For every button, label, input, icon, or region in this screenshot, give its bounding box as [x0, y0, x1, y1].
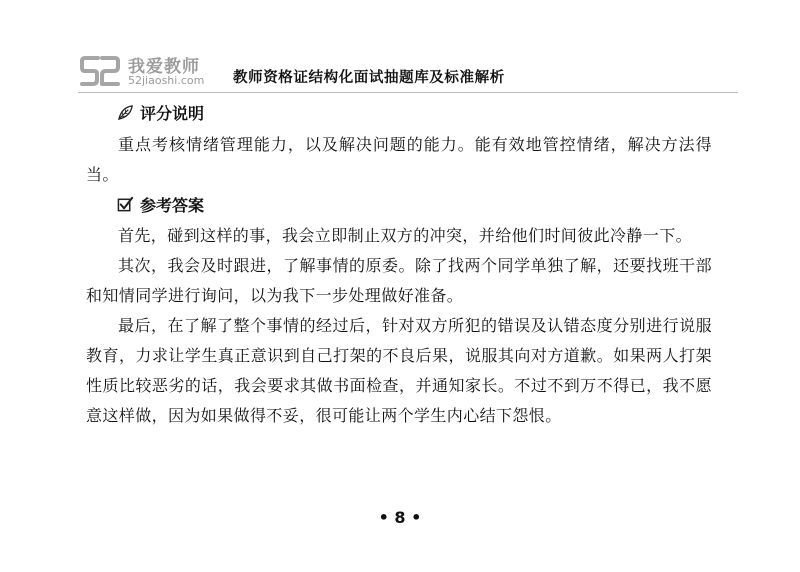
- leaf-icon: [117, 104, 134, 121]
- logo-text-cn: 我爱教师: [128, 57, 200, 77]
- answer-paragraph-3: 最后，在了解了整个事情的经过后，针对双方所犯的错误及认错态度分别进行说服教育，力求让学生真正意识到自己打架的不良后果，说服其向对方道歉。如果两人打架性质比较恶劣的话，我会要求其做书面检查，并通知家长。不过不到万不得已，我不愿意这样做，因为如果做得不妥，很可能让两个学生内心结下怨恨。: [86, 316, 712, 425]
- page-number: • 8 •: [378, 508, 422, 527]
- checkbox-icon: [117, 196, 134, 213]
- book-title: 教师资格证结构化面试抽题库及标准解析: [233, 70, 505, 86]
- answer-heading: [117, 193, 204, 216]
- answer-paragraph-2: 其次，我会及时跟进，了解事情的原委。除了找两个同学单独了解，还要找班干部和知情同学进行询问，以为我下一步处理做好准备。: [86, 256, 712, 305]
- header-divider: [78, 92, 738, 93]
- page-header: [78, 52, 738, 94]
- answer-paragraph-1: 首先，碰到这样的事，我会立即制止双方的冲突，并给他们时间彼此冷静一下。: [118, 226, 693, 245]
- answer-title: 参考答案: [140, 196, 205, 215]
- site-logo: [78, 52, 228, 92]
- scoring-paragraph: 重点考核情绪管理能力，以及解决问题的能力。能有效地管控情绪，解决方法得当。: [86, 135, 712, 184]
- logo-text-en: 52jiaoshi.com: [128, 74, 205, 87]
- scoring-heading: [117, 101, 204, 124]
- scoring-title: 评分说明: [140, 104, 205, 123]
- logo-mark-icon: [80, 54, 120, 88]
